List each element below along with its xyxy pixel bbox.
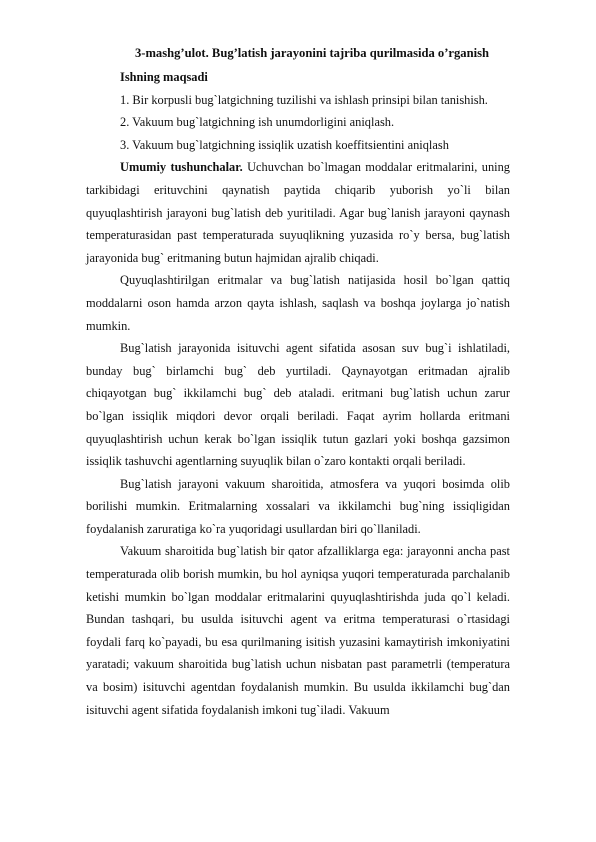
body-paragraph-2: Bug`latish jarayonida isituvchi agent sifatida asosan suv bug`i ishlatiladi, bunday bug` birlamchi bug` deb yurtiladi. Qaynayotgan eritmadan ajralib chiqayotgan bug` ikkilamchi bug` deb ataladi. eritmani bug`latish uchun zarur bo`lgan issiqlik miqdori devor orqali beriladi. Faqat ayrim hollarda eritmani quyuqlashtirish uchun kerak bo`lgan issiqlik tutun gazlari yoki boshqa gazsimon issiqlik tashuvchi agentlarning suyuqlik bilan o`zaro kontakti orqali beriladi. — [86, 341, 510, 469]
body-paragraph-3: Bug`latish jarayoni vakuum sharoitida, atmosfera va yuqori bosimda olib borilishi mumkin. Eritmalarning xossalari va ikkilamchi bug`ning issiqligidan foydalanish zaruratiga ko`ra yuqoridagi usullardan biri qo`llaniladi. — [86, 476, 510, 536]
goals-heading: Ishning maqsadi — [120, 70, 208, 84]
goal-item-3: 3. Vakuum bug`latgichning issiqlik uzatish koeffitsientini aniqlash — [120, 137, 449, 152]
document-page — [86, 44, 510, 721]
goal-item-2: 2. Vakuum bug`latgichning ish unumdorligini aniqlash. — [120, 115, 395, 130]
concepts-heading: Umumiy tushunchalar. — [120, 160, 243, 175]
page-title: 3-mashg’ulot. Bug’latish jarayonini tajriba qurilmasida o’rganish — [134, 46, 490, 60]
body-paragraph-4: Vakuum sharoitida bug`latish bir qator afzalliklarga ega: jarayonni ancha past temperaturada olib borish mumkin, bu hol ayniqsa yuqori temperaturada parchalanib ketishi mumkin bo`lgan moddalar eritmalarini quyuqlashtirishda juda qo`l keladi. Bundan tashqari, bu usulda isituvchi agent va eritma temperaturasi o`rtasidagi foydali farq ko`payadi, bu esa qurilmaning isitish yuzasini kamaytirish imkoniyatini yaratadi; vakuum sharoitida bug`latish uchun nisbatan past parametrli (temperatura va bosim) isituvchi agentdan foydalanish mumkin. Bu usulda ikkilamchi bug`dan isituvchi agent sifatida foydalanish imkoni tug`iladi. Vakuum — [86, 544, 510, 717]
concepts-paragraph — [86, 156, 510, 269]
body-paragraph-1: Quyuqlashtirilgan eritmalar va bug`latish natijasida hosil bo`lgan qattiq moddalarni oson hamda arzon qayta ishlash, saqlash va boshqa joylarga jo`natish mumkin. — [86, 273, 510, 333]
goal-item-1: 1. Bir korpusli bug`latgichning tuzilishi va ishlash prinsipi bilan tanishish. — [120, 92, 488, 107]
concepts-text: Uchuvchan bo`lmagan moddalar eritmalarini, uning tarkibidagi erituvchini qaynatish paytida chiqarib yuborish yo`li bilan quyuqlashtirish jarayoni bug`latish deb yuritiladi. Agar bug`lanish jarayoni qaynash temperaturasidan past temperaturada suyuqlikning yuzasida ro`y bersa, bug`latish jarayonida bug` eritmaning butun hajmidan ajralib chiqadi. — [86, 160, 510, 265]
